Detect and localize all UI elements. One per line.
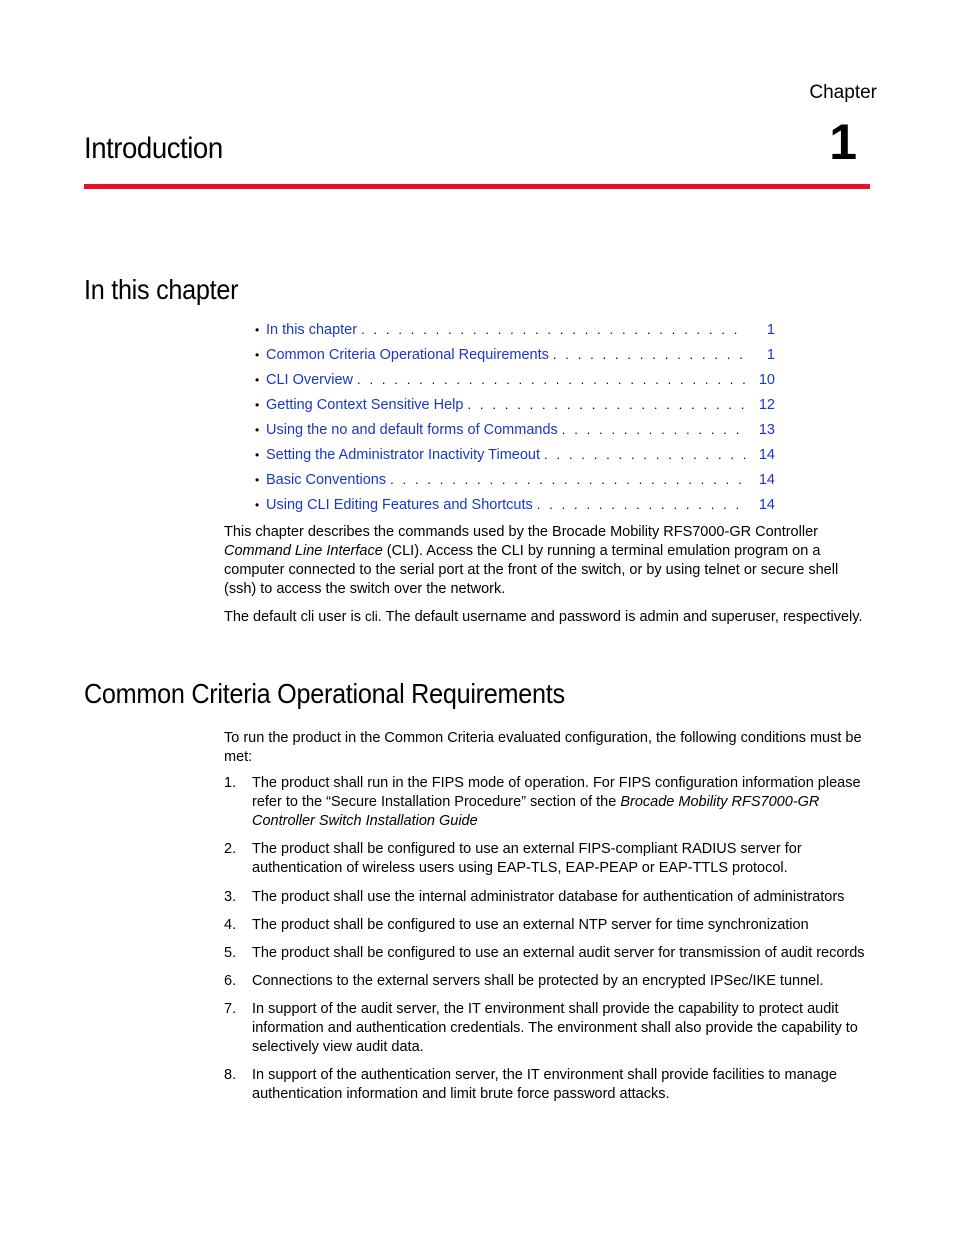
- default-user-text: The default cli user is: [224, 609, 366, 625]
- list-item: [224, 944, 870, 963]
- toc-link[interactable]: Using the no and default forms of Commands: [266, 422, 558, 438]
- leader-dots: [562, 422, 747, 437]
- item-text: In support of the audit server, the IT environment shall provide the capability to protect audit information and authentication credentials. The environment shall also provide the capability to selectively view audit data.: [252, 1001, 858, 1055]
- chapter-label: Chapter: [809, 82, 877, 103]
- chapter-title: Introduction: [84, 132, 223, 165]
- toc-page[interactable]: 10: [758, 372, 775, 388]
- leader-dots: [467, 397, 747, 412]
- bullet-icon: •: [255, 398, 260, 412]
- leader-dots: [390, 472, 747, 487]
- item-italic-text: Brocade Mobility RFS7000-GR Controller Switch Installation Guide: [252, 794, 820, 829]
- toc-link[interactable]: Setting the Administrator Inactivity Timeout: [266, 447, 541, 463]
- leader-dots: [357, 372, 747, 387]
- item-text: The product shall be configured to use an external FIPS-compliant RADIUS server for authentication of wireless users using EAP-TLS, EAP-PEAP or EAP-TTLS protocol.: [252, 841, 802, 876]
- toc-item[interactable]: [255, 397, 775, 422]
- list-item: [224, 1000, 870, 1057]
- toc-item[interactable]: [255, 372, 775, 397]
- toc-page[interactable]: 1: [766, 347, 775, 363]
- item-text: [252, 774, 870, 831]
- intro-text-cont: (CLI). Access the CLI by running a terminal emulation program on a computer connected to the serial port at the front of the switch, or by using telnet or secure shell (ssh) to access the switch over the network.: [224, 543, 839, 597]
- item-text: The product shall be configured to use an external audit server for transmission of audit records: [252, 945, 865, 961]
- section-heading-common-criteria: Common Criteria Operational Requirements: [84, 678, 565, 709]
- item-number: 7.: [224, 1001, 237, 1017]
- cli-user-code: cli: [365, 609, 378, 624]
- intro-italic-text: Command Line Interface: [224, 543, 383, 559]
- toc-page[interactable]: 1: [766, 322, 775, 338]
- toc-list: [255, 322, 775, 522]
- item-number: 4.: [224, 917, 237, 933]
- bullet-icon: •: [255, 348, 260, 362]
- chapter-number: 1: [829, 114, 857, 170]
- default-user-text-cont: . The default username and password is admin and superuser, respectively.: [377, 609, 863, 625]
- toc-link[interactable]: Getting Context Sensitive Help: [266, 397, 464, 413]
- item-number: 2.: [224, 841, 237, 857]
- item-number: 1.: [224, 775, 237, 791]
- toc-page[interactable]: 12: [758, 397, 775, 413]
- toc-link[interactable]: Basic Conventions: [266, 472, 387, 488]
- intro-text: This chapter describes the commands used by the Brocade Mobility RFS7000-GR Controller: [224, 524, 818, 540]
- item-number: 8.: [224, 1067, 237, 1083]
- requirements-intro: To run the product in the Common Criteria evaluated configuration, the following conditions must be met:: [224, 730, 862, 765]
- leader-dots: [537, 497, 747, 512]
- toc-item[interactable]: [255, 422, 775, 447]
- item-text: The product shall be configured to use an external NTP server for time synchronization: [252, 917, 809, 933]
- list-item: [224, 1066, 870, 1104]
- toc-item[interactable]: [255, 497, 775, 522]
- item-text-part: The product shall run in the FIPS mode of operation. For FIPS configuration information please refer to the “Secure Installation Procedure” section of the: [252, 775, 861, 810]
- item-text: The product shall use the internal administrator database for authentication of administrators: [252, 889, 845, 905]
- item-text: Connections to the external servers shall be protected by an encrypted IPSec/IKE tunnel.: [252, 973, 824, 989]
- item-number: 3.: [224, 889, 237, 905]
- bullet-icon: •: [255, 498, 260, 512]
- intro-paragraph: [224, 523, 869, 599]
- bullet-icon: •: [255, 423, 260, 437]
- list-item: [224, 840, 870, 878]
- item-text: In support of the authentication server, the IT environment shall provide facilities to manage authentication information and limit brute force password attacks.: [252, 1067, 837, 1102]
- toc-link[interactable]: CLI Overview: [266, 372, 354, 388]
- bullet-icon: •: [255, 323, 260, 337]
- bullet-icon: •: [255, 448, 260, 462]
- toc-item[interactable]: [255, 347, 775, 372]
- leader-dots: [544, 447, 747, 462]
- toc-page[interactable]: 13: [758, 422, 775, 438]
- list-item: [224, 972, 870, 991]
- toc-link[interactable]: In this chapter: [266, 322, 358, 338]
- toc-page[interactable]: 14: [758, 497, 775, 513]
- leader-dots: [361, 322, 747, 337]
- bullet-icon: •: [255, 473, 260, 487]
- list-item: [224, 888, 870, 907]
- toc-item[interactable]: [255, 472, 775, 497]
- item-number: 5.: [224, 945, 237, 961]
- toc-page[interactable]: 14: [758, 447, 775, 463]
- section-heading-in-this-chapter: In this chapter: [84, 274, 239, 305]
- chapter-title-rule: [84, 184, 870, 189]
- toc-item[interactable]: [255, 447, 775, 472]
- toc-page[interactable]: 14: [758, 472, 775, 488]
- list-item: [224, 916, 870, 935]
- item-number: 6.: [224, 973, 237, 989]
- toc-link[interactable]: Common Criteria Operational Requirements: [266, 347, 549, 363]
- list-item: [224, 774, 870, 831]
- toc-link[interactable]: Using CLI Editing Features and Shortcuts: [266, 497, 533, 513]
- bullet-icon: •: [255, 373, 260, 387]
- default-user-paragraph: [224, 607, 869, 627]
- requirements-list: [224, 774, 870, 1104]
- leader-dots: [553, 347, 747, 362]
- toc-item[interactable]: [255, 322, 775, 347]
